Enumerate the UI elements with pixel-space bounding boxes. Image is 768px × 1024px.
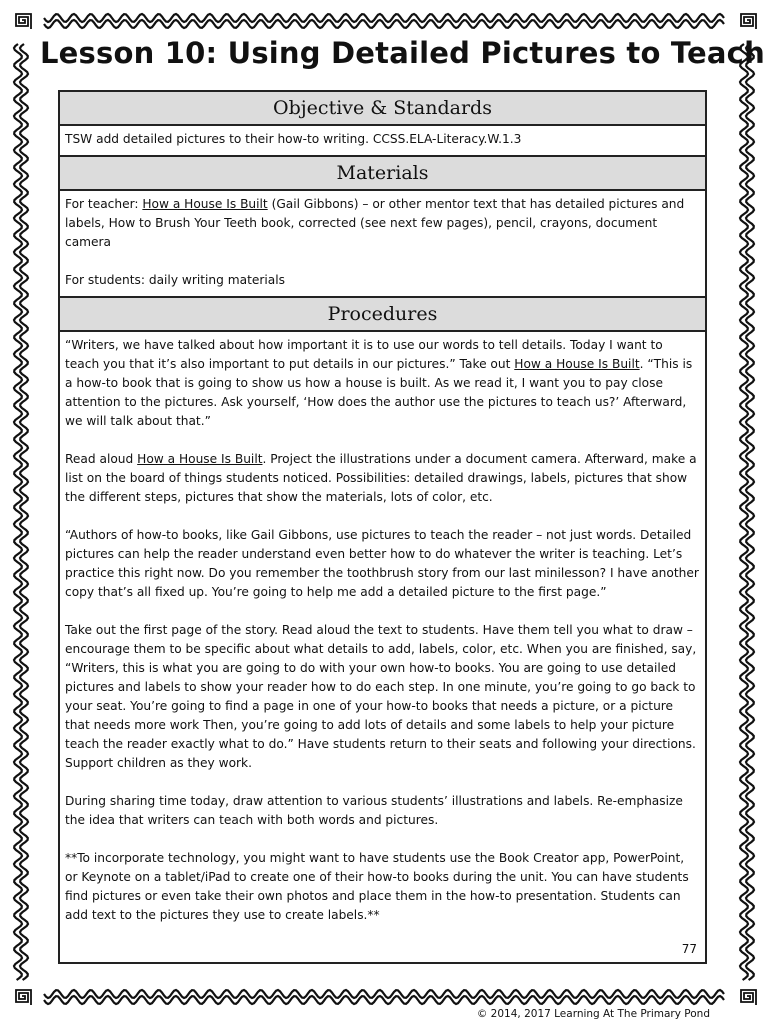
procedure-text: . “This is a how-to book that is going to show us how a house is built. As we read it, I want you to pay close attention to the pictures. Ask yourself, ‘How does the author use the pictures to teach us?’ Afterward, we will talk about that.” — [65, 357, 693, 428]
border-wave — [44, 990, 724, 998]
procedure-paragraph — [65, 450, 700, 507]
border-wave — [44, 996, 724, 1004]
procedures-body — [60, 332, 705, 931]
book-title: How a House Is Built — [514, 357, 640, 371]
teacher-materials: (Gail Gibbons) – or other mentor text that has detailed pictures and labels, How to Brush Your Teeth book, corrected (see next few pages), pencil, crayons, document camera — [65, 197, 685, 249]
technology-note: **To incorporate technology, you might want to have students use the Book Creator app, PowerPoint, or Keynote on a tablet/iPad to create one of their how-to books during the unit. You can have students find pictures or even take their own photos and place them in the how-to presentation. Students can add text to the pictures they use to create labels.** — [65, 851, 689, 922]
objective-text: TSW add detailed pictures to their how-to writing. CCSS.ELA-Literacy.W.1.3 — [65, 132, 522, 146]
materials-body — [60, 191, 705, 298]
procedure-text: . Project the illustrations under a document camera. Afterward, make a list on the board of things students noticed. Possibilities: detailed drawings, labels, pictures that show the different steps, pictures that show the materials, lots of color, etc. — [65, 452, 697, 504]
materials-students: For students: daily writing materials — [65, 273, 285, 287]
procedure-paragraph: During sharing time today, draw attention to various students’ illustrations and labels. Re-emphasize the idea that writers can teach with both words and pictures. — [65, 794, 683, 827]
page-title: Lesson 10: Using Detailed Pictures to Teach — [40, 36, 765, 70]
mentor-book-title: How a House Is Built — [142, 197, 268, 211]
corner-spiral — [741, 990, 756, 1005]
procedure-paragraph: Take out the first page of the story. Read aloud the text to students. Have them tell you what to draw – encourage them to be specific about what details to add, labels, color, etc. When you are finished, say, “Writers, this is what you are going to do with your own how-to books. You are going to use detailed pictures and labels to show your reader how to do each step. In one minute, you’re going to go back to your seat. You’re going to find a page in one of your how-to books that needs a picture, or a picture that needs more work Then, you’re going to add lots of details and some labels to help your picture teach the reader exactly what to do.” Have students return to their seats and following your directions. Support children as they work. — [65, 623, 697, 770]
corner-spiral — [16, 990, 31, 1005]
lesson-content — [58, 90, 707, 964]
objective-body — [60, 126, 705, 157]
page-number: 77 — [681, 942, 697, 956]
teacher-label: For teacher: — [65, 197, 143, 211]
border-wave — [44, 14, 724, 22]
procedure-paragraph: “Authors of how-to books, like Gail Gibbons, use pictures to teach the reader – not just words. Detailed pictures can help the reader understand even better how to do whatever the writer is teaching. Let’s practice this right now. Do you remember the toothbrush story from our last minilesson? I have another copy that’s all fixed up. You’re going to help me add a detailed picture to the first page.” — [65, 528, 699, 599]
materials-heading: Materials — [60, 157, 705, 191]
objective-heading: Objective & Standards — [60, 92, 705, 126]
materials-teacher — [65, 195, 700, 252]
procedure-text: “Writers, we have talked about how important it is to use our words to tell details. Today I want to teach you that it’s also important to put details in our pictures.” Take out — [65, 338, 663, 371]
book-title: How a House Is Built — [137, 452, 263, 466]
procedures-heading: Procedures — [60, 298, 705, 332]
procedure-paragraph — [65, 336, 700, 431]
copyright: © 2014, 2017 Learning At The Primary Pond — [476, 1008, 710, 1020]
corner-spiral — [16, 14, 31, 29]
procedure-text: Read aloud — [65, 452, 138, 466]
border-wave — [44, 20, 724, 28]
corner-spiral — [741, 14, 756, 29]
